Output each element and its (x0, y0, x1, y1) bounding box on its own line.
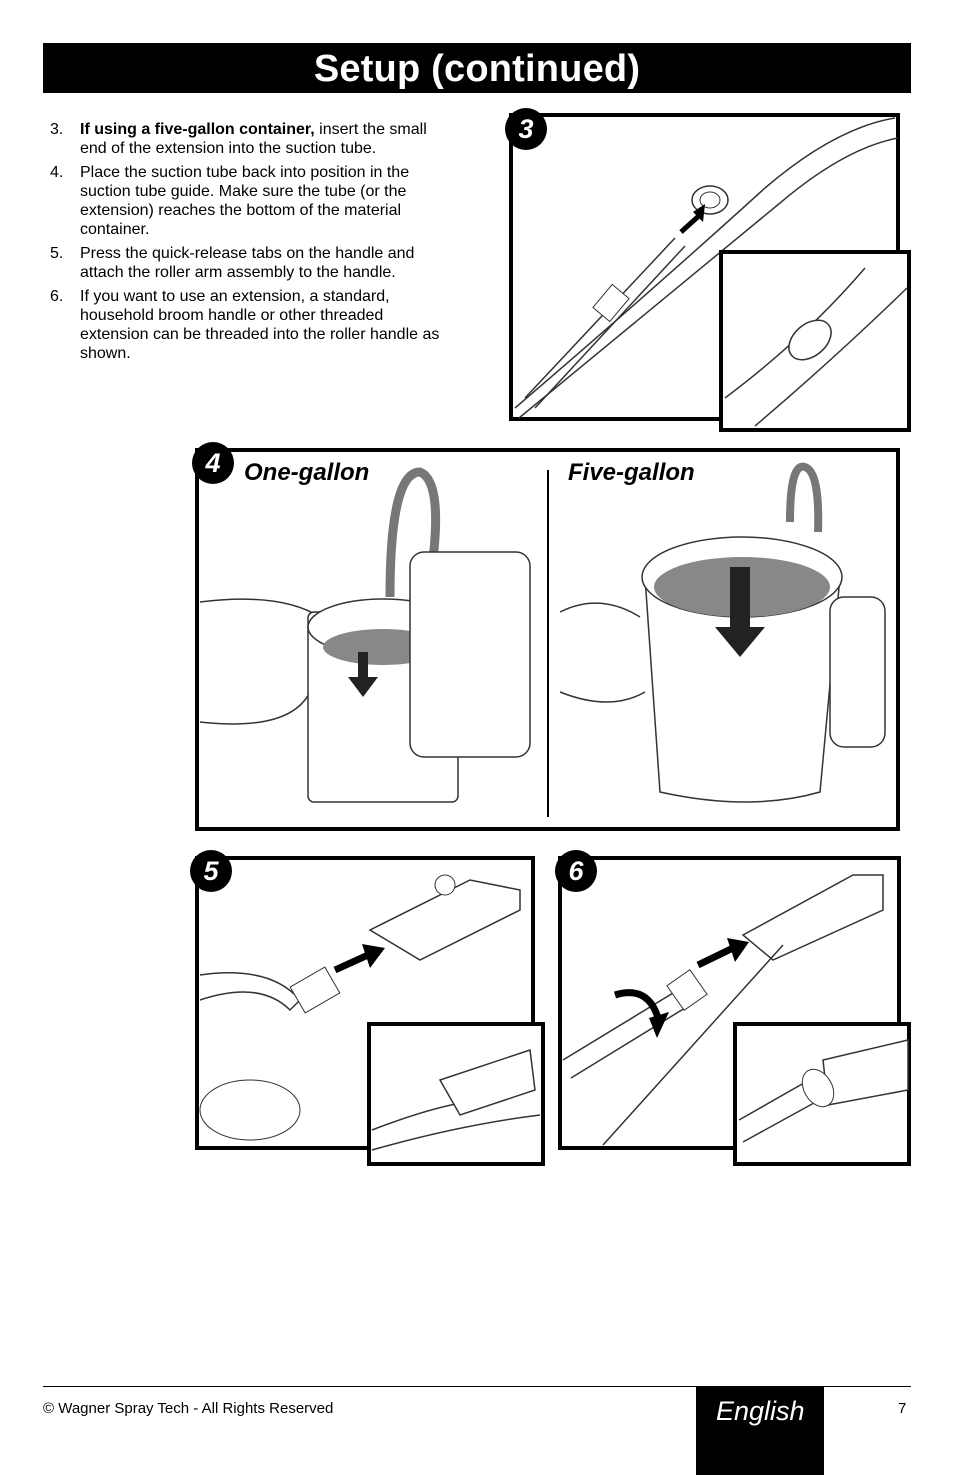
figure-4-badge: 4 (192, 442, 234, 484)
page-number: 7 (898, 1400, 907, 1417)
figure-5-badge: 5 (190, 850, 232, 892)
step-4-text: Place the suction tube back into position in the suction tube guide. Make sure the tube (or the extension) reaches the bottom of the material container. (80, 164, 410, 238)
copyright-text: © Wagner Spray Tech - All Rights Reserved (43, 1400, 334, 1417)
step-4: 4. Place the suction tube back into position in the suction tube guide. Make sure the tube (or the extension) reaches the bottom of the material container. (50, 164, 410, 238)
step-6-text: If you want to use an extension, a standard, household broom handle or other threaded extension can be threaded into the roller handle as shown. (80, 288, 440, 362)
step-5-text: Press the quick-release tabs on the handle and attach the roller arm assembly to the handle. (80, 245, 415, 281)
page-title: Setup (continued) (313, 48, 641, 90)
figure-3-illustration (505, 108, 915, 438)
title-bar (43, 43, 911, 93)
caption-one-gallon: One-gallon (244, 459, 370, 486)
step-3-text: insert the small end of the extension into the suction tube. (80, 121, 427, 157)
caption-five-gallon: Five-gallon (568, 459, 695, 486)
figure-3-badge: 3 (505, 108, 547, 150)
figure-4-illustration (190, 442, 905, 837)
language-label: English (716, 1396, 805, 1426)
step-3-emphasis: If using a five-gallon container, (80, 121, 315, 138)
figure-5-illustration (190, 850, 550, 1170)
figure-6-illustration (553, 850, 915, 1170)
instruction-list (50, 120, 450, 368)
language-tab (696, 1387, 824, 1475)
step-5: 5. Press the quick-release tabs on the handle and attach the roller arm assembly to the handle. (50, 245, 415, 281)
step-3: 3. If using a five-gallon container, insert the small end of the extension into the suction tube. (50, 121, 427, 157)
figure-6-badge: 6 (555, 850, 597, 892)
step-6: 6. If you want to use an extension, a standard, household broom handle or other threaded extension can be threaded into the roller handle as shown. (50, 288, 440, 362)
